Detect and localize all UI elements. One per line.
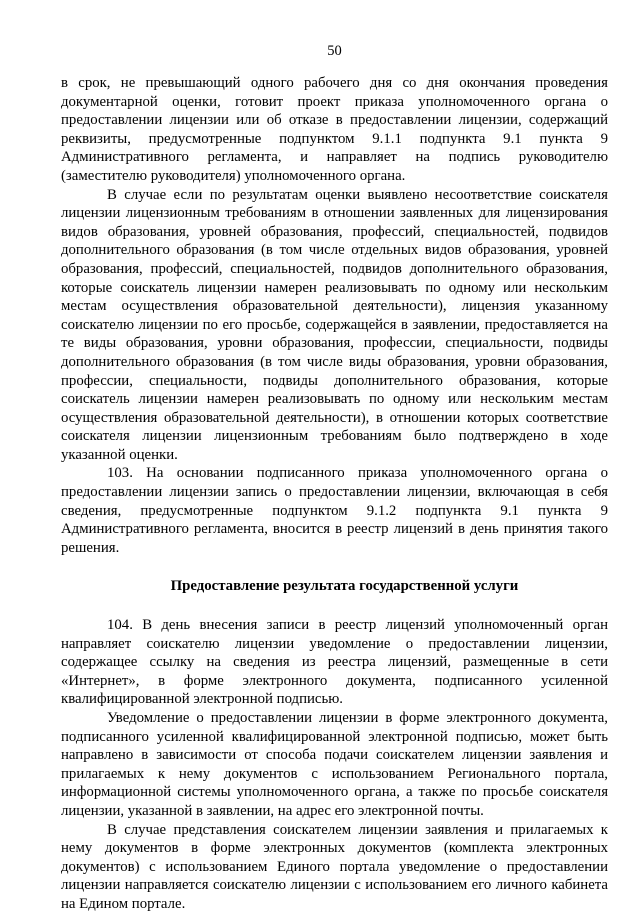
paragraph-unified-portal: В случае представления соискателем лицензии заявления и прилагаемых к нему документов в форме электронных документов (комплекта электронных документов) с использованием Единого портала уведомление о предоставлении лицензии направляется соискателю лицензии с использованием его личного кабинета на Едином портале. xyxy=(61,821,608,912)
page-number: 50 xyxy=(327,43,342,59)
paragraph-103: 103. На основании подписанного приказа уполномоченного органа о предоставлении лицензии запись о предоставлении лицензии, включающая в себя сведения, предусмотренные подпунктом 9.1.2 подпункта 9.1 пункта 9 Административного регламента, вносится в реестр лицензий в день принятия такого решения. xyxy=(61,465,608,556)
section-heading: Предоставление результата государственной услуги xyxy=(170,578,519,595)
paragraph-notification-email: Уведомление о предоставлении лицензии в форме электронного документа, подписанного усиленной квалифицированной электронной подписью, может быть направлено в зависимости от способа подачи соискателем лицензии заявления и прилагаемых к нему документов с использованием Регионального портала, информационной системы уполномоченного органа, а также по просьбе соискателя лицензии, указанной в заявлении, на адрес его электронной почты. xyxy=(61,710,608,819)
paragraph-104: 104. В день внесения записи в реестр лицензий уполномоченный орган направляет соискателю лицензии уведомление о предоставлении лицензии, содержащее ссылку на сведения из реестра лицензий, размещенные в сети «Интернет», в форме электронного документа, подписанного усиленной квалифицированной электронной подписью. xyxy=(61,617,608,708)
paragraph-nonconformity: В случае если по результатам оценки выявлено несоответствие соискателя лицензии лицензионным требованиям в отношении заявленных для лицензирования видов образования, уровней образования, профессий, специальностей, подвидов дополнительного образования (в том числе отдельных видов образования, уровней образования, профессий, специальностей, подвидов дополнительного образования, которые соискатель лицензии намерен реализовывать по одному или нескольким местам осуществления образовательной деятельности), лицензия указанному соискателю лицензии по его просьбе, содержащейся в заявлении, предоставляется на те виды образования, уровни образования, профессии, специальности, подвиды дополнительного образования (в том числе виды образования, уровни образования, профессии, специальности, подвиды дополнительного образования, которые соискатель лицензии намерен реализовывать по одному или нескольким местам осуществления образовательной деятельности), в отношении которых соответствие соискателя лицензии лицензионным требованиям было подтверждено в ходе указанной оценки. xyxy=(61,186,608,463)
paragraph-continuation: в срок, не превышающий одного рабочего дня со дня окончания проведения документарной оценки, готовит проект приказа уполномоченного органа о предоставлении лицензии или об отказе в предоставлении лицензии, содержащий реквизиты, предусмотренные подпунктом 9.1.1 подпункта 9.1 пункта 9 Административного регламента, и направляет на подпись руководителю (заместителю руководителя) уполномоченного органа. xyxy=(61,75,608,184)
